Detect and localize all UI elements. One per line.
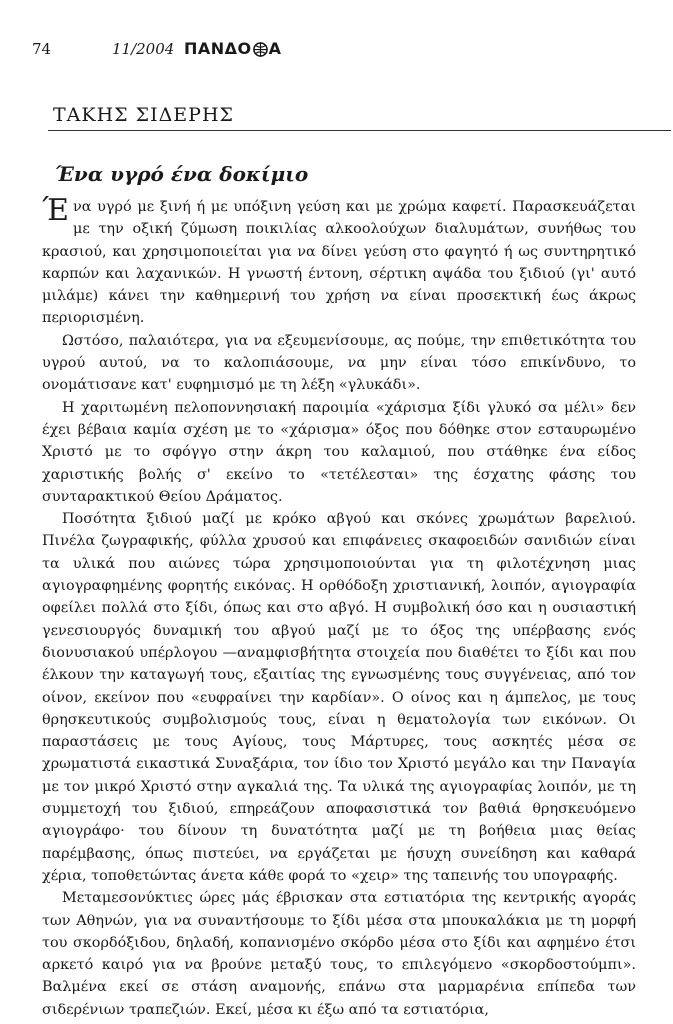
paragraph-2: Ωστόσο, παλαιότερα, για να εξευμενίσουμε, ας πούμε, την επιθετικότητα του υγρού αυτού, να το καλοπιάσουμε, να μην είναι τόσο επικίνδυνο, το ονομάτισανε κατ' ευφημισμό με τη λέξη «γλυκάδι». [42, 332, 636, 394]
paragraph-1-text: να υγρό με ξινή ή με υπόξινη γεύση και με χρώμα καφετί. Παρασκευάζεται με την οξική ζύμωση ποικιλίας αλκοολούχων διαλυμάτων, συνήθως του κρασιού, και χρησιμοποιείται για να δίνει γεύση στο φαγητό ή ως συντηρητικό καρπών και λαχανικών. Η γνωστή έντονη, σέρτικη αψάδα του ξιδιού (γι' αυτό μιλάμε) κάνει την καθημερινή του χρήση να είναι προσεκτική έως άκρως περιορισμένη. [42, 199, 636, 327]
page-number: 74 [32, 40, 52, 58]
magazine-name [184, 39, 282, 61]
author-name: ΤΑΚΗΣ ΣΙΔΕΡΗΣ [53, 104, 234, 126]
paragraph-4: Ποσότητα ξιδιού μαζί με κρόκο αβγού και σκόνες χρωμάτων βαρελιού. Πινέλα ζωγραφικής, φύλλα χρυσού και επιφάνειες σκαφοειδών σανιδιών είναι τα υλικά που αιώνες τώρα χρησιμοποιούνται για τη φιλοτέχνηση μιας αγιογραφημένης φορητής εικόνας. Η ορθόδοξη χριστιανική, λοιπόν, αγιογραφία οφείλει πολλά στο ξίδι, όπως και στο αβγό. Η συμβολική όσο και η ουσιαστική γενεσιουργός δυναμική του αβγού μαζί με το όξος της υπέρβασης ενός διονυσιακού υπέρλογου —αναμφισβήτητα στοιχεία που διαθέτει το ξίδι και που έλκουν την καταγωγή τους, εξαιτίας της εγνωσμένης τους συγγένειας, από τον οίνον, εκείνον που «ευφραίνει την καρδίαν». Ο οίνος και η άμπελος, με τους θρησκευτικούς συμβολισμούς τους, είναι η θεματολογία των εικόνων. Οι παραστάσεις με τους Αγίους, τους Μάρτυρες, τους ασκητές μέσα σε χρωματιστά εικαστικά Συναξάρια, τον ίδιο τον Χριστό μεγάλο και την Παναγία με τον μικρό Χριστό στην αγκαλιά της. Τα υλικά της αγιογραφίας λοιπόν, με τη συμμετοχή του ξιδιού, επηρεάζουν αποφασιστικά τον βαθιά θρησκευόμενο αγιογράφο· του δίνουν τη δυνατότητα μαζί με τη βοήθεια μιας θείας παρέμβασης, όπως πιστεύει, να εργάζεται με ήσυχη συνείδηση και καθαρά χέρια, τοποθετώντας άνετα κάθε φορά το «χειρ» της ταπεινής του υπογραφής. [42, 511, 636, 884]
drop-cap: Έ [42, 193, 69, 228]
article-body [42, 193, 636, 1021]
paragraph-1 [42, 193, 636, 330]
article-title: Ένα υγρό ένα δοκίμιο [55, 162, 309, 186]
paragraph-3: Η χαριτωμένη πελοποννησιακή παροιμία «χάρισμα ξίδι γλυκό σα μέλι» δεν έχει βέβαια καμία σχέση με το «χάρισμα» όξος που δόθηκε στον εσταυρωμένο Χριστό με το σφόγγο στην άκρη του καλαμιού, που στάθηκε ένα είδος χαριστικής βολής σ' εκείνο το «τετέλεσται» της έσχατης φάσης του συνταρακτικού Θείου Δράματος. [42, 399, 636, 505]
header-divider [48, 130, 671, 131]
magazine-name-left: ΠΑΝΔΟ [184, 39, 252, 58]
magazine-name-right: Α [268, 39, 282, 58]
issue-date: 11/2004 [112, 40, 175, 58]
paragraph-5: Μεταμεσονύκτιες ώρες μάς έβρισκαν στα εστιατόρια της κεντρικής αγοράς των Αθηνών, για να συναντήσουμε το ξίδι μέσα στα μπουκαλάκια με τη μορφή του σκορδόξιδου, δηλαδή, κοπανισμένο σκόρδο μέσα στο ξίδι και αφημένο έτσι αρκετό καιρό για να βρούνε μεταξύ τους, το επιλεγόμενο «σκορδοστούμπι». Βαλμένα εκεί σε στάση αναμονής, επάνω στα μαρμαρένια επίπεδα των σιδερένιων τραπεζιών. Εκεί, μέσα κι έξω από τα εστιατόρια, [42, 890, 636, 1018]
pandora-globe-logo-icon [253, 42, 268, 61]
running-header [32, 38, 652, 62]
